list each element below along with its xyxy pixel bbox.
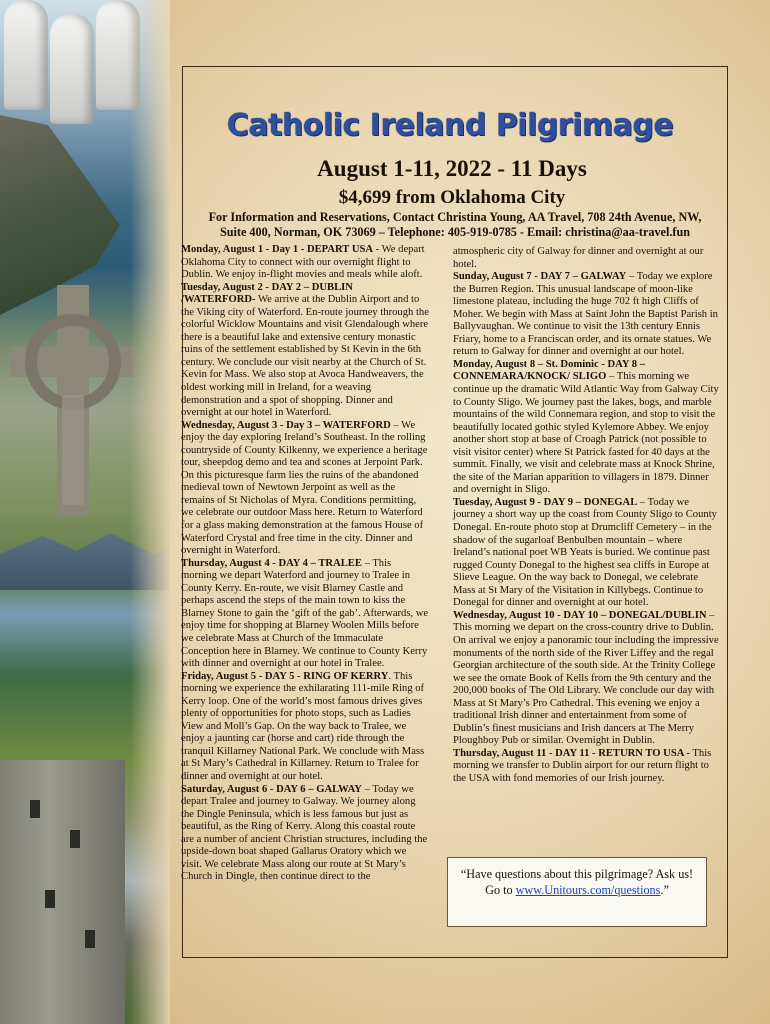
itinerary-day: Saturday, August 6 - DAY 6 – GALWAY – Today we depart Tralee and journey to Galway. We journey along the Dingle Peninsula, which is less famous but just as beautiful, as the Ring of Kerry. Along this coastal route are a number of ancient Christian structures, including the upside-down boat shaped Gallarus Oratory which we visit. We celebrate Mass along our route at St Mary’s Church in Dingle, then continue direct to the	[181, 783, 428, 883]
itinerary-left-column	[181, 244, 429, 884]
itinerary-right-column	[453, 246, 721, 786]
itinerary-day: Thursday, August 4 - DAY 4 – TRALEE – This morning we depart Waterford and journey to Tralee in County Kerry. En-route, we visit Blarney Castle and perhaps ascend the steps of the main town to kiss the Blarney Stone to gain the ‘gift of the gab’. Afterwards, we enjoy time for shopping at Blarney Woolen Mills before we celebrate Mass at Church of the Immaculate Conception here in Blarney. We continue to County Kerry with dinner and overnight at our hotel in Tralee.	[181, 557, 429, 670]
castle-image	[0, 760, 125, 1024]
contact-info	[190, 210, 720, 240]
page-title: Catholic Ireland Pilgrimage	[226, 108, 674, 143]
itinerary-day: Thursday, August 11 - DAY 11 - RETURN TO USA - This morning we transfer to Dublin airport for our return flight to the USA with fond memories of our Irish journey.	[453, 747, 712, 784]
itinerary-day: Friday, August 5 - DAY 5 - RING OF KERRY. This morning we experience the exhilarating 111-mile Ring of Kerry loop. One of the world’s most famous drives gives plenty of opportunities for photo stops, such as Ladies View and Moll’s Gap. On the way back to Tralee, we enjoy a jaunting car (horse and cart) ride through the tranquil Killarney National Park. We conclude with Mass at St Mary’s Cathedral in Killarney. Return to Tralee for dinner and overnight at our hotel.	[181, 670, 425, 782]
itinerary-day: Wednesday, August 10 - DAY 10 – DONEGAL/DUBLIN – This morning we depart on the cross-country drive to Dublin. On arrival we enjoy a panoramic tour including the impressive monuments of the north side of the River Liffey and the regal Georgian architecture of the south side. At the Trinity College we see the ornate Book of Kells from the 9th century and the 200,000 books of The Old Library. We conclude our day with Mass at St Mary’s Pro Cathedral. This evening we enjoy a traditional Irish dinner and entertainment from some of Dublin’s finest musicians and Irish dancers at The Merry Ploughboy Pub or similar. Overnight in Dublin.	[453, 609, 719, 747]
itinerary-day: Sunday, August 7 - DAY 7 – GALWAY – Today we explore the Burren Region. This unusual landscape of moon-like limestone plateau, including the huge 702 ft high Cliffs of Moher. We begin with Mass at Saint John the Baptist Parish in Ballyvaughan. We continue to visit the 13th century Ennis Friary, home to a Franciscan order, and its ornate statues. We return to Galway for dinner and overnight at our hotel.	[453, 271, 718, 358]
photo-collage	[0, 0, 170, 1024]
contact-line: Suite 400, Norman, OK 73069 – Telephone: 405-919-0785 - Email: christina@aa-travel.fun	[219, 225, 691, 239]
questions-callout	[447, 857, 707, 927]
itinerary-day: Tuesday, August 2 - DAY 2 – DUBLIN /WATERFORD- We arrive at the Dublin Airport and to the Viking city of Waterford. En-route journey through the colorful Wicklow Mountains and visit Glendalough where there is a beautiful lake and extensive century monastic ruins of the settlement established by St Kevin in the 6th century. We conclude our visit nearby at the Church of St. Kevin for Mass. We also stop at Avoca Handweavers, the oldest working mill in Ireland, for a weaving demonstration and a spot of shopping. Dinner and overnight at our hotel in Waterford.	[181, 281, 429, 419]
trip-dates: August 1-11, 2022 - 11 Days	[317, 156, 587, 181]
itinerary-day: atmospheric city of Galway for dinner and overnight at our hotel.	[453, 246, 704, 270]
trip-price: $4,699 from Oklahoma City	[338, 187, 566, 208]
statue-image	[4, 0, 48, 110]
questions-end: .”	[660, 883, 669, 897]
itinerary-day: Monday, August 8 – St. Dominic - DAY 8 – CONNEMARA/KNOCK/ SLIGO – This morning we continue up the dramatic Wild Atlantic Way from Galway City to County Sligo. We journey past the lakes, bogs, and marble mountains of the wild Connemara region, and stop to visit the beautifully located gothic styled Kylemore Abbey. We enjoy another short stop at base of Croagh Patrick (not possible to visit visitor center) where St Patrick fasted for 40 days at the summit. Finally, we visit and celebrate mass at Knock Shrine, the site of the Marian apparition to villagers in 1879. Dinner and overnight in Sligo.	[453, 358, 719, 496]
questions-link[interactable]: www.Unitours.com/questions	[515, 883, 661, 897]
itinerary-day: Wednesday, August 3 - Day 3 – WATERFORD – We enjoy the day exploring Ireland’s Southeast. In the rolling countryside of County Kilkenny, we experience a heritage tour, sheepdog demo and tea and scones at Jerpoint Park. On this picturesque farm lies the ruins of the abandoned medieval town of Newtown Jerpoint as well as the remains of St Nicholas of Myra. Conditions permitting, we celebrate our outdoor Mass here. Return to Waterford for a glass making demonstration at the famous House of Waterford Crystal and free time in the city. Dinner and overnight in Waterford.	[181, 419, 428, 557]
itinerary-day: Monday, August 1 - Day 1 - DEPART USA - We depart Oklahoma City to connect with our overnight flight to Dublin. We enjoy in-flight movies and meals while aloft.	[181, 244, 425, 281]
itinerary-day: Tuesday, August 9 - DAY 9 – DONEGAL – Today we journey a short way up the coast from County Sligo to County Donegal. En-route photo stop at Drumcliff Cemetery – in the shadow of the sugarloaf Benbulben mountain – where Ireland’s national poet WB Yeats is buried. We continue past rugged County Donegal to the highest sea cliffs in Europe at Slieve League. On the way back to Donegal, we celebrate Mass at St Mary of the Visitation in Killybegs. Continue to Donegal for dinner and overnight at our hotel.	[453, 496, 717, 609]
questions-text: “Have questions about this pilgrimage? Ask us! Go to	[460, 867, 694, 897]
contact-line: For Information and Reservations, Contact Christina Young, AA Travel, 708 24th Avenue, NW,	[208, 210, 702, 224]
celtic-cross-image	[10, 285, 135, 515]
